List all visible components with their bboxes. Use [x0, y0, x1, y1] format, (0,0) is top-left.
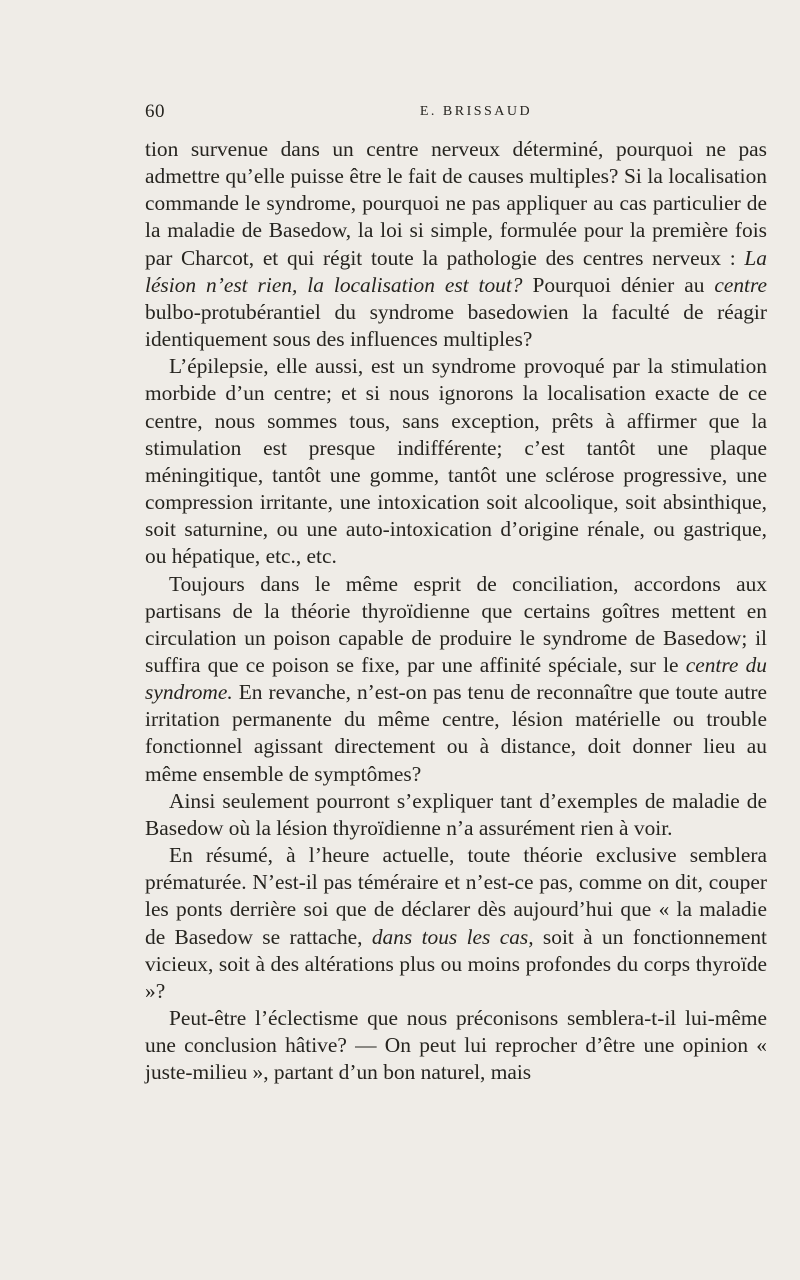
running-head: E. BRISSAUD: [419, 104, 533, 119]
paragraph: L’épilepsie, elle aussi, est un syndrome provoqué par la stimulation morbide d’un centre; et si nous ignorons la localisation exacte de ce centre, nous sommes tous, sans exception, prêts à affirmer que la stimulation est presque indifférente; c’est tantôt une plaque méningitique, tantôt une gomme, tantôt une sclérose progressive, une compression irritante, une intoxication soit alcoolique, soit absinthique, soit saturnine, ou une auto-intoxication d’origine rénale, ou gastrique, ou hépatique, etc., etc.: [145, 354, 767, 569]
paragraph: En résumé, à l’heure actuelle, toute théorie exclusive semblera prématurée. N’est-il pas téméraire et n’est-ce pas, comme on dit, couper les ponts derrière soi que de déclarer dès aujourd’hui que « la maladie de Basedow se rattache, dans tous les cas, soit à un fonctionnement vicieux, soit à des altérations plus ou moins profondes du corps thyroïde »?: [145, 843, 767, 1003]
paragraph: Ainsi seulement pourront s’expliquer tant d’exemples de maladie de Basedow où la lésion thyroïdienne n’a assurément rien à voir.: [145, 788, 767, 840]
emphasis: centre du syndrome.: [145, 652, 768, 705]
paragraph: Peut-être l’éclectisme que nous préconisons semblera-t-il lui-même une conclusion hâtive? — On peut lui reprocher d’être une opinion « juste-milieu », partant d’un bon naturel, mais: [145, 1006, 767, 1085]
paragraph: tion survenue dans un centre nerveux déterminé, pourquoi ne pas admettre qu’elle puisse être le fait de causes multiples? Si la localisation commande le syndrome, pourquoi ne pas appliquer au cas particulier de la maladie de Basedow, la loi si simple, formulée pour la première fois par Charcot, et qui régit toute la pathologie des centres nerveux : La lésion n’est rien, la localisation est tout? Pourquoi dénier au centre bulbo-protubérantiel du syndrome basedowien la faculté de réagir identiquement sous des influences multiples?: [145, 137, 768, 352]
page-header: [145, 101, 767, 127]
emphasis: centre: [714, 272, 768, 297]
page-number: 60: [145, 101, 165, 122]
emphasis: dans tous les cas,: [371, 924, 534, 949]
paragraph: Toujours dans le même esprit de conciliation, accordons aux partisans de la théorie thyroïdienne que certains goîtres mettent en circulation un poison capable de produire le syndrome de Basedow; il suffira que ce poison se fixe, par une affinité spéciale, sur le centre du syndrome. En revanche, n’est-on pas tenu de reconnaître que toute autre irritation permanente du même centre, lésion matérielle ou trouble fonctionnel agissant directement ou à distance, doit donner lieu au même ensemble de symptômes?: [145, 571, 768, 786]
emphasis: La lésion n’est rien, la localisation est tout?: [145, 245, 767, 297]
body-text: [145, 136, 767, 1086]
